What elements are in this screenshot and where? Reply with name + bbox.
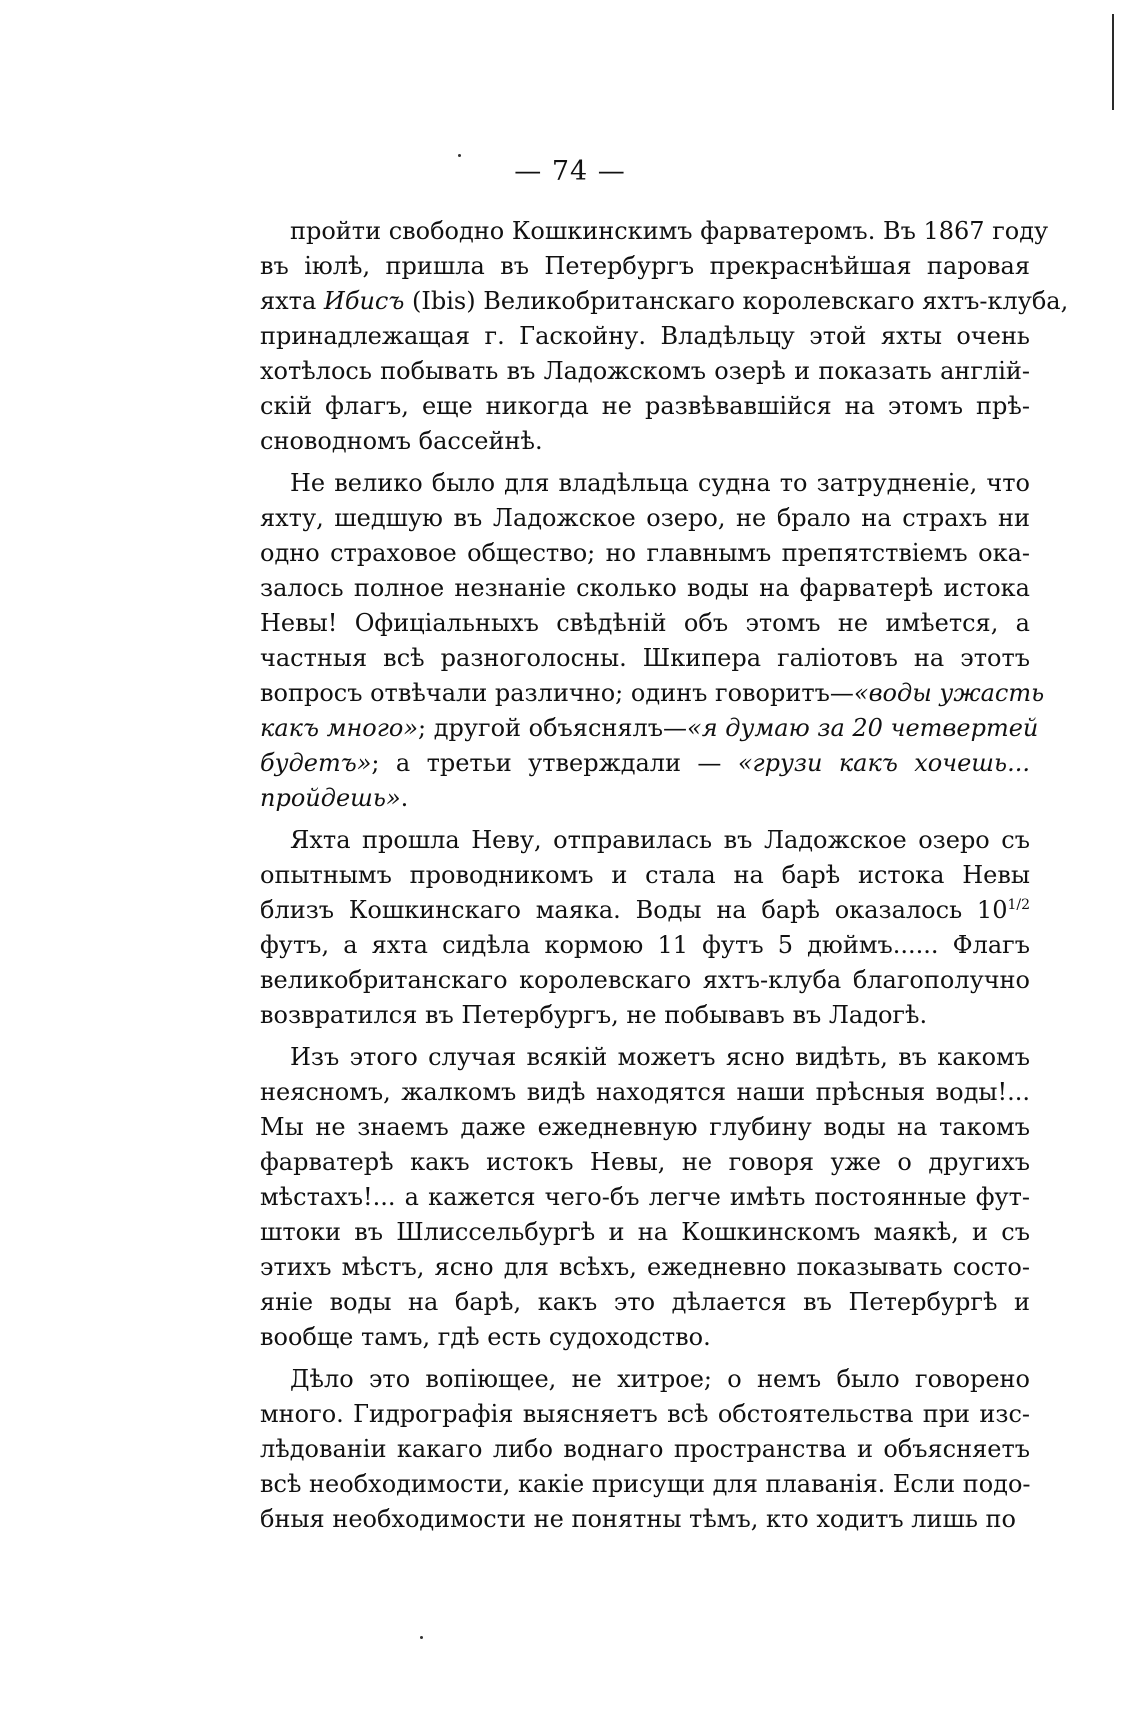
text-line: въ іюлѣ, пришла въ Петербургъ прекраснѣйшая паровая (260, 252, 1030, 280)
text-line: штоки въ Шлиссельбургѣ и на Кошкинскомъ маякѣ, и съ (260, 1218, 1030, 1246)
text-run: вопросъ отвѣчали различно; одинъ говоритъ— (260, 679, 854, 707)
text-line: вообще тамъ, гдѣ есть судоходство. (260, 1323, 711, 1351)
text-line: этихъ мѣстъ, ясно для всѣхъ, ежедневно показывать состо- (260, 1253, 1030, 1281)
text-line: Изъ этого случая всякій можетъ ясно видѣть, въ какомъ (290, 1043, 1030, 1071)
italic-quote: Ибисъ (323, 287, 405, 315)
italic-quote: пройдешь» (260, 784, 401, 812)
text-run: близъ Кошкинскаго маяка. Воды на барѣ оказалось 10 (260, 896, 1008, 924)
text-line (260, 893, 1030, 928)
text-run: ; другой объяснялъ— (418, 714, 688, 742)
text-line: всѣ необходимости, какіе присущи для плаванія. Если подо- (260, 1470, 1031, 1498)
text-line: сноводномъ бассейнѣ. (260, 427, 543, 455)
body-text (260, 214, 1069, 1537)
text-run: ; а третьи утверждали — (371, 749, 738, 777)
paragraph (260, 1362, 1030, 1537)
text-run: яхта (260, 287, 324, 315)
text-line: яніе воды на барѣ, какъ это дѣлается въ Петербургѣ и (260, 1288, 1030, 1316)
text-line: много. Гидрографія выясняетъ всѣ обстоятельства при изс- (260, 1400, 1030, 1428)
page-edge-mark (1112, 14, 1114, 110)
text-line: футъ, а яхта сидѣла кормою 11 футъ 5 дюймъ...... Флагъ (260, 931, 1030, 959)
text-line: бныя необходимости не понятны тѣмъ, кто ходитъ лишь по (260, 1505, 1016, 1533)
text-line: принадлежащая г. Гаскойну. Владѣльцу этой яхты очень (260, 322, 1030, 350)
page-number: — 74 — (514, 156, 626, 187)
text-line (260, 781, 1030, 816)
text-line: Дѣло это вопіющее, не хитрое; о немъ было говорено (290, 1365, 1030, 1393)
text-line (260, 746, 1030, 781)
italic-quote: «я думаю за 20 четвертей (687, 714, 1039, 742)
text-line: лѣдованіи какаго либо воднаго пространства и объясняетъ (260, 1435, 1030, 1463)
text-line: одно страховое общество; но главнымъ препятствіемъ ока- (260, 539, 1030, 567)
text-run: . (400, 784, 409, 812)
italic-quote: «воды ужасть (853, 679, 1045, 707)
paragraph (260, 466, 1045, 816)
text-line: фарватерѣ какъ истокъ Невы, не говоря уже о другихъ (260, 1148, 1030, 1176)
fraction-superscript: 1/2 (1007, 897, 1030, 913)
text-line (260, 711, 1039, 746)
text-line: возвратился въ Петербургъ, не побывавъ въ Ладогѣ. (260, 1001, 928, 1029)
print-speck (420, 1636, 423, 1639)
paragraph (260, 823, 1030, 1033)
italic-quote: какъ много» (260, 714, 419, 742)
text-line: частныя всѣ разноголосны. Шкипера галіотовъ на этотъ (260, 644, 1030, 672)
italic-quote: «грузи какъ хочешь... (737, 749, 1030, 777)
text-line: великобританскаго королевскаго яхтъ-клуба благополучно (260, 966, 1030, 994)
text-line: неясномъ, жалкомъ видѣ находятся наши прѣсныя воды!... (260, 1078, 1030, 1106)
text-line: опытнымъ проводникомъ и стала на барѣ истока Невы (260, 861, 1030, 889)
text-line: скій флагъ, еще никогда не развѣвавшійся на этомъ прѣ- (260, 392, 1030, 420)
text-line: мѣстахъ!... а кажется чего-бъ легче имѣть постоянные фут- (260, 1183, 1030, 1211)
text-line (260, 676, 1045, 711)
text-line: яхту, шедшую въ Ладожское озеро, не брало на страхъ ни (260, 504, 1030, 532)
text-line: Невы! Офиціальныхъ свѣдѣній объ этомъ не имѣется, а (260, 609, 1030, 637)
text-run: (Ibis) Великобританскаго королевскаго яхтъ-клуба, (404, 287, 1069, 315)
italic-quote: будетъ» (260, 749, 372, 777)
text-line: залось полное незнаніе сколько воды на фарватерѣ истока (260, 574, 1030, 602)
text-line: Не велико было для владѣльца судна то затрудненіе, что (290, 469, 1030, 497)
text-line (260, 284, 1069, 319)
paragraph (260, 214, 1069, 459)
text-line: Яхта прошла Неву, отправилась въ Ладожское озеро съ (290, 826, 1030, 854)
text-line: хотѣлось побывать въ Ладожскомъ озерѣ и показать англій- (260, 357, 1030, 385)
paragraph (260, 1040, 1030, 1355)
text-line: пройти свободно Кошкинскимъ фарватеромъ. Въ 1867 году (290, 217, 1049, 245)
text-line: Мы не знаемъ даже ежедневную глубину воды на такомъ (260, 1113, 1030, 1141)
